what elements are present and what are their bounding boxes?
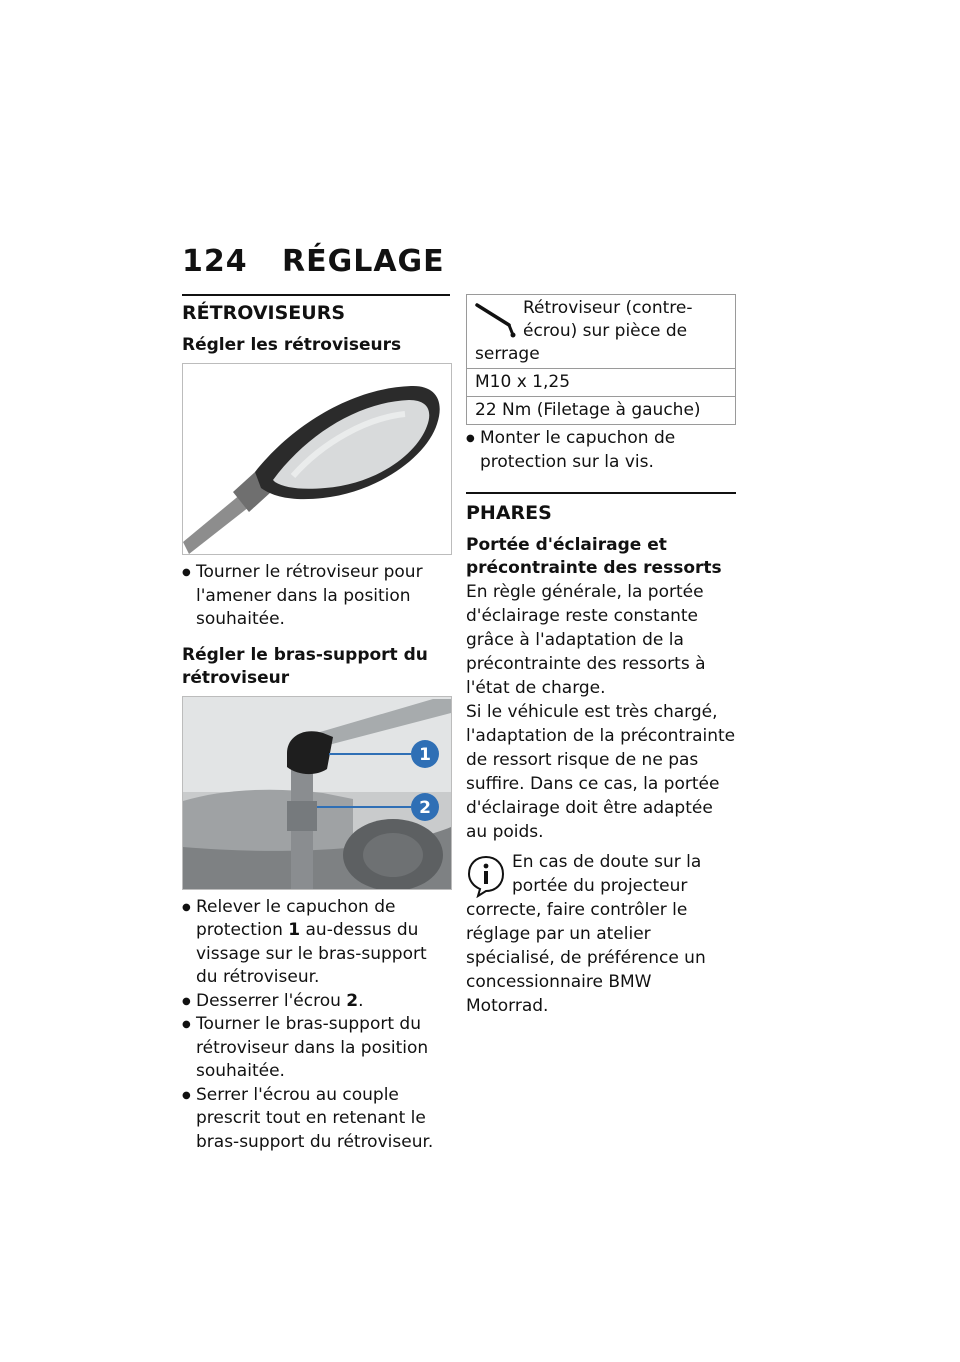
list-item: ● Relever le capuchon de protection 1 au-dessus du vissage sur le bras-support du rétroviseur. <box>182 896 450 990</box>
list-item: ● Serrer l'écrou au couple prescrit tout en retenant le bras-support du rétroviseur. <box>182 1084 450 1155</box>
mirror-arm-photo <box>182 696 452 890</box>
spec-label-cell <box>467 295 736 369</box>
list-item: ● Tourner le bras-support du rétroviseur dans la position souhaitée. <box>182 1013 450 1084</box>
paragraph: En règle générale, la portée d'éclairage reste constante grâce à l'adaptation de la précontrainte des ressorts à l'état de charge. <box>466 582 706 698</box>
torque-spec-table <box>466 294 736 425</box>
list-item: ● Monter le capuchon de protection sur la vis. <box>466 427 736 474</box>
spec-label: Rétroviseur (contre-écrou) sur pièce de serrage <box>475 298 693 364</box>
wrench-icon <box>475 299 519 339</box>
spec-thread: M10 x 1,25 <box>467 369 736 397</box>
mirror-photo <box>182 363 452 555</box>
mirror-illustration <box>183 364 451 554</box>
subsection-headlight-range: Portée d'éclairage et précontrainte des ressorts <box>466 535 722 578</box>
bullet-list-arm <box>182 896 450 1155</box>
spec-torque: 22 Nm (Filetage à gauche) <box>467 397 736 425</box>
mirror-arm-illustration <box>183 697 451 889</box>
subsection-adjust-arm: Régler le bras-support du rétroviseur <box>182 644 428 688</box>
ref-2: 2 <box>346 990 359 1011</box>
page-header <box>182 244 742 284</box>
bullet-list-mirrors <box>182 561 450 632</box>
section-rule <box>466 492 736 494</box>
info-icon <box>466 854 506 898</box>
chapter-title: RÉGLAGE <box>282 244 445 279</box>
section-title-headlights: PHARES <box>466 502 552 524</box>
section-rule <box>182 294 450 296</box>
list-item: ● Desserrer l'écrou 2. <box>182 990 450 1014</box>
section-title-mirrors: RÉTROVISEURS <box>182 302 346 324</box>
ref-1: 1 <box>288 920 301 940</box>
list-item: ● Tourner le rétroviseur pour l'amener dans la position souhaitée. <box>182 561 450 632</box>
right-column <box>466 294 736 1018</box>
info-text: En cas de doute sur la portée du projecteur correcte, faire contrôler le réglage par un atelier spécialisé, de préférence un concessionnaire BMW Motorrad. <box>466 852 706 1016</box>
bullet-list-cap <box>466 427 736 474</box>
callout-1-label: 1 <box>419 744 431 765</box>
left-column <box>182 294 450 1154</box>
subsection-adjust-mirrors: Régler les rétroviseurs <box>182 335 402 355</box>
info-note <box>466 850 736 1018</box>
paragraph: Si le véhicule est très chargé, l'adaptation de la précontrainte de ressort risque de ne pas suffire. Dans ce cas, la portée d'éclairage doit être adaptée au poids. <box>466 702 736 842</box>
page-number: 124 <box>182 244 248 279</box>
callout-2-label: 2 <box>419 797 431 818</box>
